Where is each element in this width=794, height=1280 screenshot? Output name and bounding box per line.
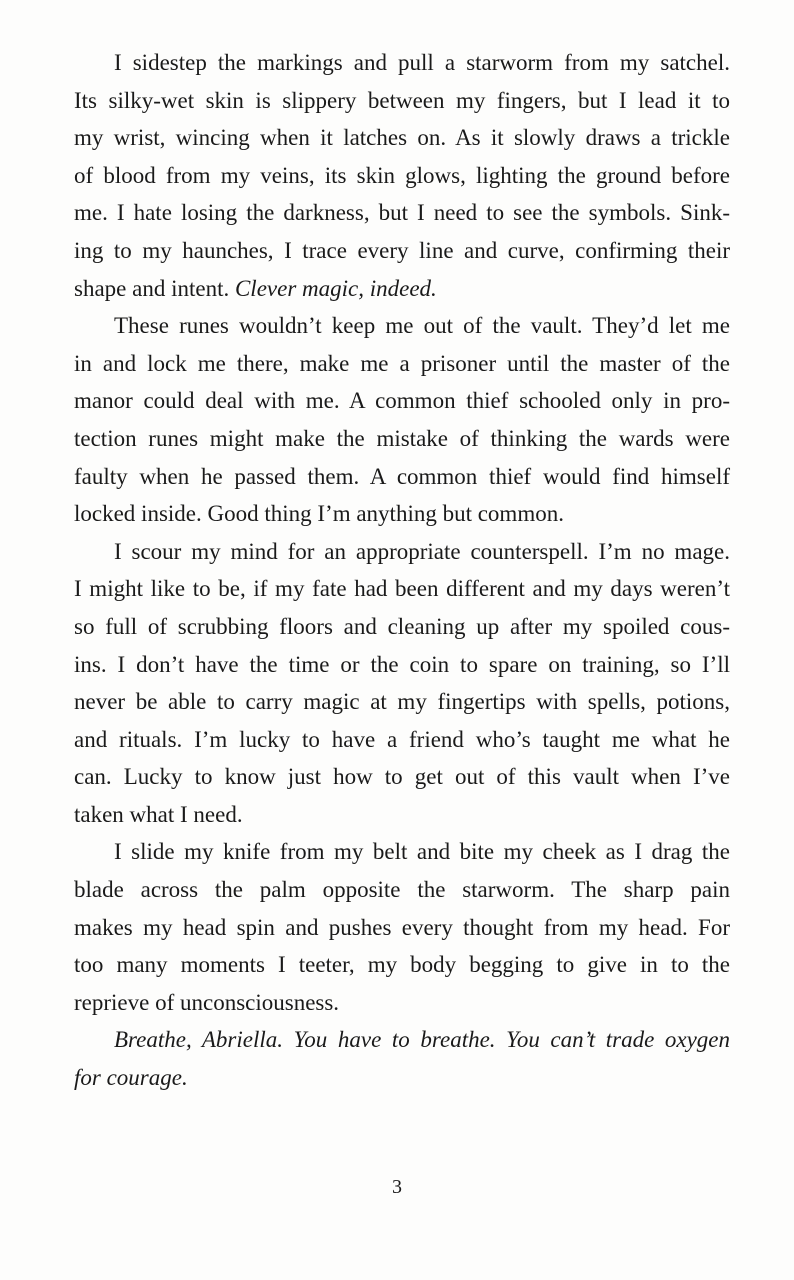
text-line: Breathe, Abriella. You have to breathe. You can’t trade oxygen <box>114 1027 730 1053</box>
text-line: makes my head spin and pushes every thought from my head. For <box>74 914 730 940</box>
text-line: in and lock me there, make me a prisoner until the master of the <box>74 350 730 376</box>
text-line: These runes wouldn’t keep me out of the vault. They’d let me <box>114 313 730 339</box>
text-line: reprieve of unconsciousness. <box>74 989 340 1015</box>
text-line: taken what I need. <box>74 801 243 827</box>
text-line: for courage. <box>74 1065 188 1091</box>
text-line: my wrist, wincing when it latches on. As it slowly draws a trickle <box>74 125 730 151</box>
text-run: shape and intent. <box>74 275 235 301</box>
text-line: manor could deal with me. A common thief schooled only in pro- <box>74 388 730 414</box>
text-line: and rituals. I’m lucky to have a friend who’s taught me what he <box>74 726 730 752</box>
text-line: ins. I don’t have the time or the coin to spare on training, so I’ll <box>74 651 730 677</box>
text-line: so full of scrubbing floors and cleaning up after my spoiled cous- <box>74 613 730 639</box>
text-line <box>74 270 730 308</box>
text-line: I scour my mind for an appropriate counterspell. I’m no mage. <box>114 538 730 564</box>
text-line: me. I hate losing the darkness, but I need to see the symbols. Sink- <box>74 200 730 226</box>
body-text <box>74 44 730 1097</box>
text-line: of blood from my veins, its skin glows, lighting the ground before <box>74 162 730 188</box>
text-line: never be able to carry magic at my fingertips with spells, potions, <box>74 689 730 715</box>
text-line: can. Lucky to know just how to get out of this vault when I’ve <box>74 764 730 790</box>
text-line: blade across the palm opposite the starworm. The sharp pain <box>74 877 730 903</box>
text-line: locked inside. Good thing I’m anything but common. <box>74 501 564 527</box>
page-number: 3 <box>392 1176 402 1198</box>
text-line: I sidestep the markings and pull a starworm from my satchel. <box>114 50 730 75</box>
text-line: too many moments I teeter, my body begging to give in to the <box>74 952 730 978</box>
italic-text-run: Clever magic, indeed. <box>234 275 437 301</box>
text-line: I might like to be, if my fate had been different and my days weren’t <box>74 576 730 602</box>
text-line: I slide my knife from my belt and bite my cheek as I drag the <box>114 839 730 865</box>
text-line: Its silky-wet skin is slippery between my fingers, but I lead it to <box>74 87 730 113</box>
text-line: ing to my haunches, I trace every line and curve, confirming their <box>74 237 730 263</box>
text-line: faulty when he passed them. A common thief would find himself <box>74 463 730 489</box>
text-line: tection runes might make the mistake of thinking the wards were <box>74 425 730 451</box>
